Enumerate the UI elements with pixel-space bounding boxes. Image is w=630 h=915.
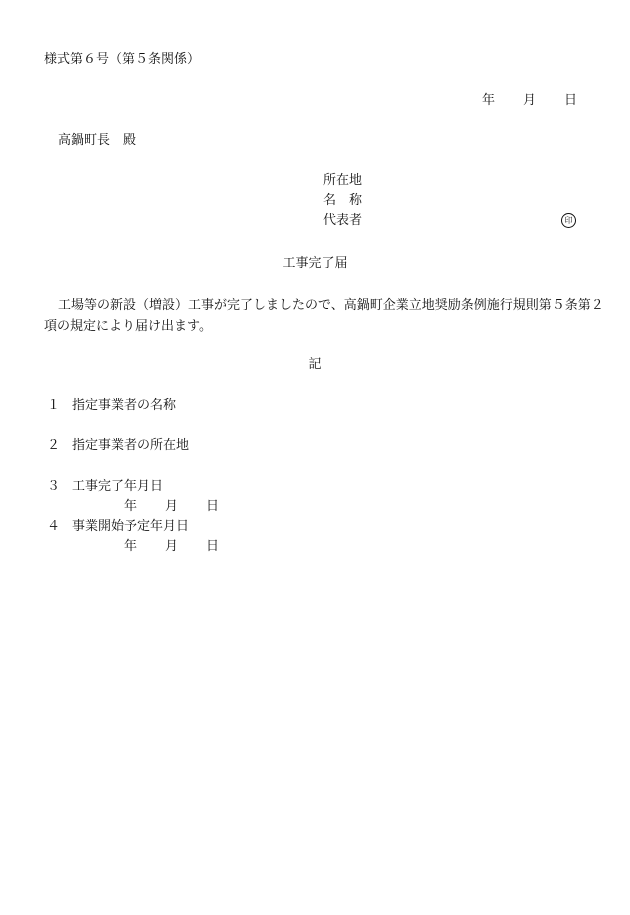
date-year: 年 <box>482 93 496 108</box>
ki-heading: 記 <box>308 357 322 372</box>
item-number: １ <box>47 398 61 413</box>
recipient: 高鍋町長 殿 <box>58 133 137 148</box>
business-start-date <box>124 539 219 555</box>
date-month: 月 <box>165 539 179 554</box>
item-label: 工事完了年月日 <box>72 479 164 494</box>
item-number: ３ <box>47 479 61 494</box>
date-month: 月 <box>523 93 537 108</box>
document-title: 工事完了届 <box>282 256 348 271</box>
form-number: 様式第６号（第５条関係） <box>44 52 201 67</box>
seal-mark: 印 <box>561 213 576 228</box>
date-day: 日 <box>206 539 220 554</box>
body-paragraph <box>44 295 604 337</box>
date-month: 月 <box>165 499 179 514</box>
item-number: ２ <box>47 438 61 453</box>
completion-date <box>124 499 219 515</box>
applicant-name-label: 名 称 <box>323 193 363 208</box>
date-day: 日 <box>564 93 578 108</box>
item-number: ４ <box>47 519 61 534</box>
item-label: 事業開始予定年月日 <box>72 519 190 534</box>
date-year: 年 <box>124 539 138 554</box>
body-text: 工場等の新設（増設）工事が完了しましたので、高鍋町企業立地奨励条例施行規則第５条第２項の規定により届け出ます。 <box>44 298 604 334</box>
item-label: 指定事業者の所在地 <box>72 438 190 453</box>
date-year: 年 <box>124 499 138 514</box>
submission-date <box>482 93 577 109</box>
applicant-address-label: 所在地 <box>323 173 363 188</box>
applicant-representative-label: 代表者 <box>323 213 363 228</box>
date-day: 日 <box>206 499 220 514</box>
item-label: 指定事業者の名称 <box>72 398 177 413</box>
